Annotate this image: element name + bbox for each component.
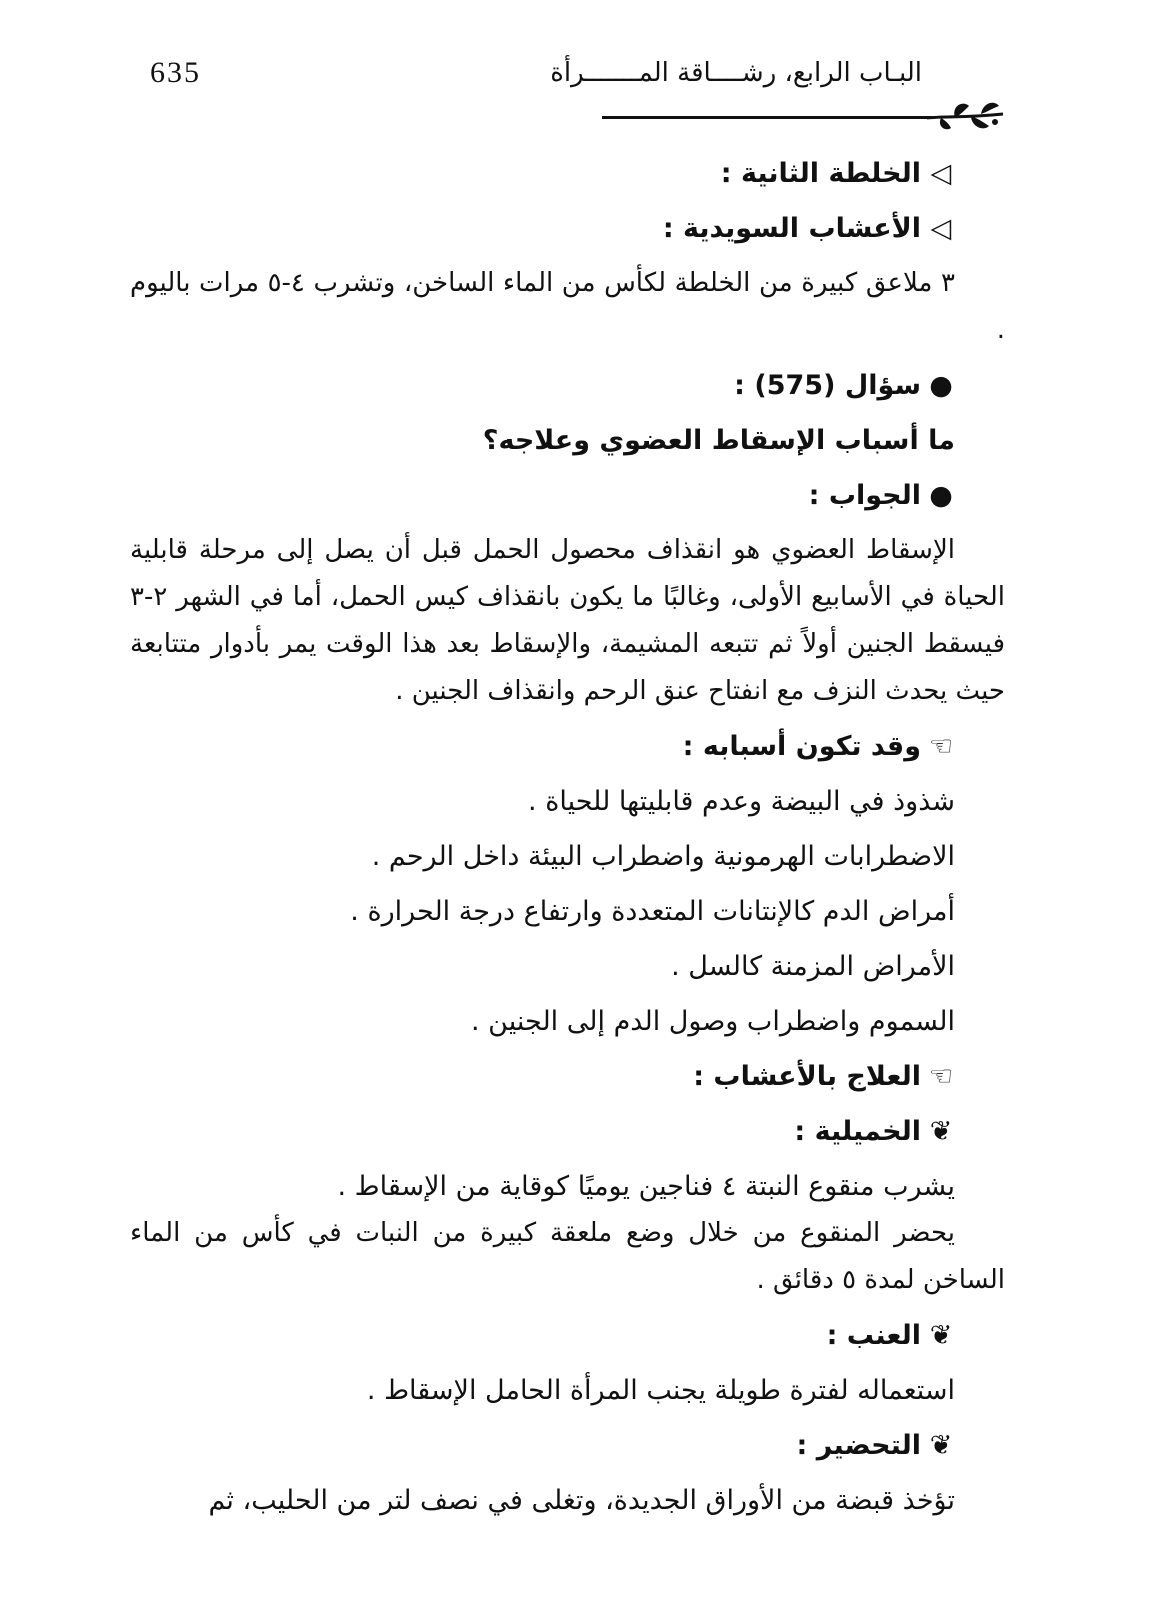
hand-pointer-icon: ☜ xyxy=(928,731,954,762)
leaf-ornament-icon xyxy=(925,96,1005,136)
header-rule xyxy=(602,116,932,119)
swedish-herbs-heading: الأعشاب السويدية : xyxy=(662,213,921,244)
list-item: يشرب منقوع النبتة ٤ فناجين يوميًا كوقاية من الإسقاط . xyxy=(337,1171,955,1202)
answer-paragraph: الإسقاط العضوي هو انقذاف محصول الحمل قبل أن يصل إلى مرحلة قابلية الحياة في الأسابيع الأولى، وغالبًا ما يكون بانقذاف كيس الحمل، أما في الشهر ٢-٣ فيسقط الجنين أولاً ثم تتبعه المشيمة، والإسقاط بعد هذا الوقت يمر بأدوار متتابعة حيث يحدث النزف مع انفتاح عنق الرحم وانقذاف الجنين . xyxy=(130,535,1005,706)
list-item: أمراض الدم كالإنتانات المتعددة وارتفاع درجة الحرارة . xyxy=(350,896,955,927)
treatment-heading xyxy=(130,1053,1005,1100)
causes-heading xyxy=(130,723,1005,770)
chamomile-prep-paragraph: يحضر المنقوع من خلال وضع ملعقة كبيرة من النبات في كأس من الماء الساخن لمدة ٥ دقائق . xyxy=(130,1218,1005,1295)
list-item xyxy=(130,150,1005,197)
list-item: شذوذ في البيضة وعدم قابليتها للحياة . xyxy=(528,786,955,817)
leaf-bullet-icon: ❦ xyxy=(929,1320,953,1351)
question-marker-icon: ● xyxy=(929,370,953,401)
grape-heading xyxy=(130,1312,1005,1359)
question-heading xyxy=(130,362,1005,409)
page-number: 635 xyxy=(150,56,201,89)
answer-label: الجواب : xyxy=(808,480,921,511)
hand-pointer-icon: ☜ xyxy=(928,1061,954,1092)
list-item: الأمراض المزمنة كالسل . xyxy=(671,951,955,982)
leaf-bullet-icon: ❦ xyxy=(929,1116,953,1147)
prep-label: التحضير : xyxy=(796,1430,921,1461)
triangle-bullet-icon: ◁ xyxy=(930,158,952,189)
treatment-label: العلاج بالأعشاب : xyxy=(693,1061,921,1092)
list-item: تؤخذ قبضة من الأوراق الجديدة، وتغلى في نصف لتر من الحليب، ثم xyxy=(208,1485,955,1516)
chamomile-label: الخميلية : xyxy=(794,1116,921,1147)
list-item: السموم واضطراب وصول الدم إلى الجنين . xyxy=(471,1006,955,1037)
chamomile-heading xyxy=(130,1108,1005,1155)
question-label: سؤال (575) : xyxy=(734,370,921,401)
page-body xyxy=(130,150,1005,1524)
dose-paragraph: ٣ ملاعق كبيرة من الخلطة لكأس من الماء الساخن، وتشرب ٤-٥ مرات باليوم . xyxy=(130,268,1005,345)
list-item: استعماله لفترة طويلة يجنب المرأة الحامل الإسقاط . xyxy=(366,1375,955,1406)
answer-marker-icon: ● xyxy=(929,480,953,511)
list-item: الاضطرابات الهرمونية واضطراب البيئة داخل الرحم . xyxy=(371,841,955,872)
causes-label: وقد تكون أسبابه : xyxy=(682,731,921,762)
running-title: البـاب الرابع، رشــــاقة المـــــــرأة xyxy=(550,58,922,88)
grape-label: العنب : xyxy=(826,1320,921,1351)
question-text: ما أسباب الإسقاط العضوي وعلاجه؟ xyxy=(482,425,955,456)
answer-heading xyxy=(130,472,1005,519)
prep-heading xyxy=(130,1422,1005,1469)
triangle-bullet-icon: ◁ xyxy=(930,213,952,244)
leaf-bullet-icon: ❦ xyxy=(929,1430,953,1461)
mix2-heading: الخلطة الثانية : xyxy=(720,158,921,189)
list-item xyxy=(130,205,1005,252)
